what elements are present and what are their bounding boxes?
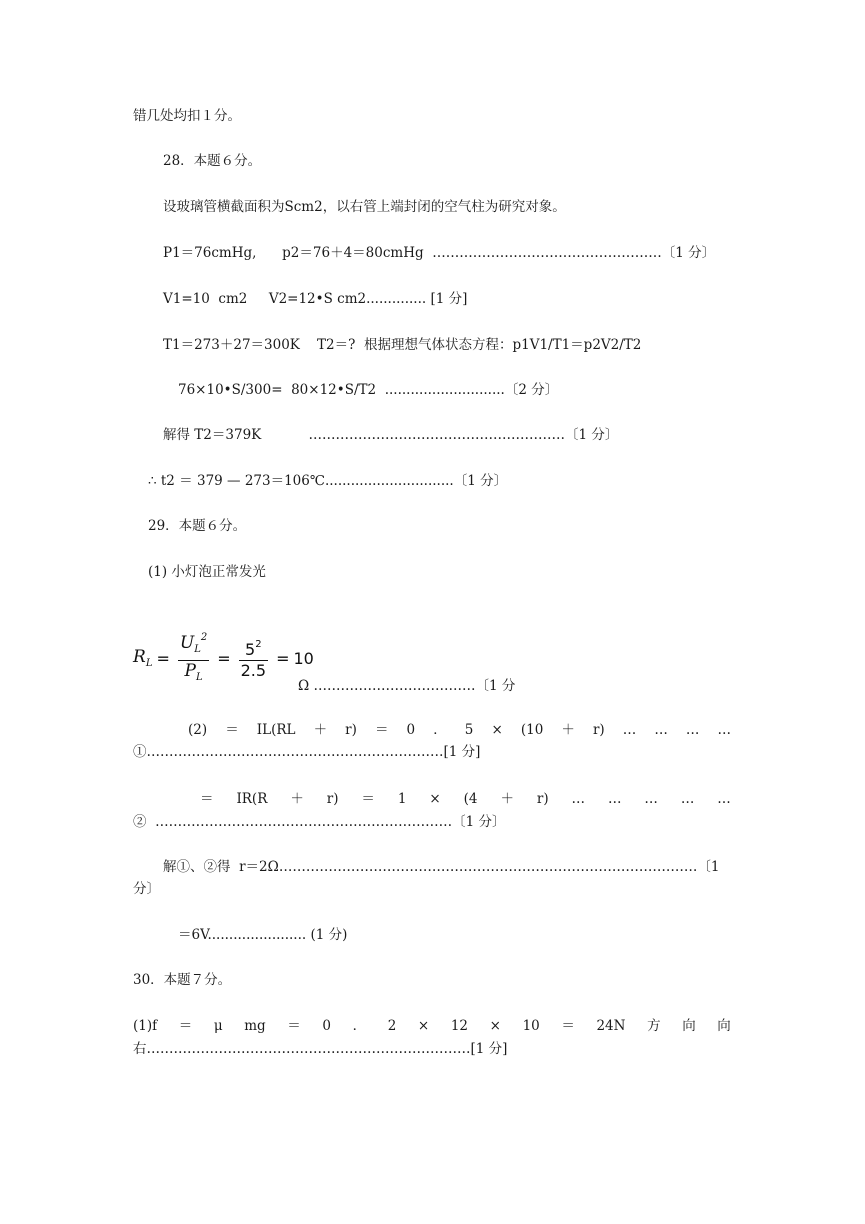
line-token: 0 [406, 722, 416, 738]
line-token: (1)f [133, 1018, 158, 1034]
justified-line [200, 789, 731, 809]
equation-line: 分〕 [133, 881, 160, 897]
line-token: IR(R [236, 791, 268, 807]
line-token: ＝ [361, 791, 375, 807]
line-token: r) [345, 722, 357, 738]
line-token: 向 [682, 1018, 696, 1034]
line-token: ． [433, 722, 447, 738]
line-token: (2) [188, 722, 208, 738]
line-token: ＝ [287, 1018, 301, 1034]
line-token: (4 [463, 791, 478, 807]
equation-line: ② …………………………………………………………〔1 分〕 [133, 814, 506, 830]
line-token: ＝ [225, 722, 239, 738]
line-token: 5 [464, 722, 474, 738]
justified-line [163, 857, 731, 877]
equation-line: ∴ t2 ＝ 379 — 273＝106℃..............................〔1 分〕 [148, 473, 508, 489]
justified-line [188, 720, 731, 740]
line-token: ＋ [290, 791, 304, 807]
equation-line: P1＝76cmHg, p2＝76＋4＝80cmHg ……………………………………………〔1 分〕 [163, 245, 716, 261]
formula-equals: = [276, 648, 290, 668]
line-token: … [654, 722, 668, 738]
formula-fraction-2: $\frac{5^2}{2.5}$ [240, 639, 267, 680]
equation-line: ①…………………………………………………………[1 分] [133, 744, 481, 760]
line-token: ＝ [374, 722, 389, 738]
formula-fraction-1: $\frac{U_L^2}{P_L}$ [179, 632, 208, 683]
line-token: ＋ [561, 722, 575, 738]
line-token: … [717, 722, 731, 738]
line-token: IL(RL [256, 722, 296, 738]
line-token: ＝ [561, 1018, 575, 1034]
line-token: ＝ [178, 1018, 193, 1034]
line-token: r) [592, 722, 605, 738]
line-token: … [571, 791, 586, 807]
formula-equals: = [156, 648, 170, 668]
line-token: 24N [596, 1018, 626, 1034]
line-token: r) [536, 791, 549, 807]
text-line: 错几处均扣１分。 [133, 108, 241, 124]
equation-line: V1=10 cm2 V2=12•S cm2.............. [1 分] [163, 291, 468, 307]
line-token: 10 [522, 1018, 540, 1034]
section-heading: 28．本题６分。 [163, 153, 262, 169]
line-token: × [489, 1018, 501, 1034]
line-token: mg [244, 1018, 266, 1034]
resistance-formula [133, 628, 314, 688]
line-token: 12 [450, 1018, 469, 1034]
text-line: 设玻璃管横截面积为Scm2，以右管上端封闭的空气柱为研究对象。 [163, 199, 566, 215]
equation-line: 右………………………………………………………………[1 分] [133, 1041, 508, 1057]
line-token: ． [352, 1018, 367, 1034]
line-token: 1 [397, 791, 407, 807]
line-token: ＋ [313, 722, 328, 738]
section-heading: 29．本题６分。 [148, 518, 247, 534]
line-token: 方 [647, 1018, 661, 1034]
section-heading: 30．本题７分。 [133, 972, 232, 988]
line-token: ＝ [200, 791, 214, 807]
line-token: … [622, 722, 637, 738]
line-token: … [607, 791, 622, 807]
line-token: × [491, 722, 503, 738]
formula-lhs: $R_L$ [133, 647, 153, 669]
line-token: 0 [322, 1018, 331, 1034]
formula-result: 10 [293, 648, 314, 668]
equation-line: ＝6V....................... (1 分) [178, 927, 348, 943]
line-token: 解①、②得 r＝2Ω…………………………………………………………………………………〔1 [163, 859, 720, 875]
equation-line: Ω ………………………………〔1 分 [298, 678, 516, 694]
line-token: … [644, 791, 658, 807]
line-token: r) [326, 791, 339, 807]
equation-line: 76×10•S/300= 80×12•S/T2 ............................〔2 分〕 [178, 382, 559, 398]
text-line: (1) 小灯泡正常发光 [148, 564, 266, 580]
line-token: (10 [520, 722, 544, 738]
line-token: 2 [387, 1018, 397, 1034]
line-token: × [417, 1018, 430, 1034]
line-token: … [680, 791, 695, 807]
equation-line: T1＝273＋27＝300K T2＝? 根据理想气体状态方程：p1V1/T1＝p2V2/T2 [163, 337, 642, 353]
line-token: 向 [717, 1018, 731, 1034]
justified-line [133, 1016, 731, 1036]
line-token: ＋ [500, 791, 514, 807]
line-token: μ [213, 1018, 223, 1034]
line-token: × [429, 791, 441, 807]
formula-equals: = [217, 648, 231, 668]
line-token: … [717, 791, 731, 807]
line-token: … [685, 722, 700, 738]
equation-line: 解得 T2＝379K …………………………………………………〔1 分〕 [163, 427, 619, 443]
